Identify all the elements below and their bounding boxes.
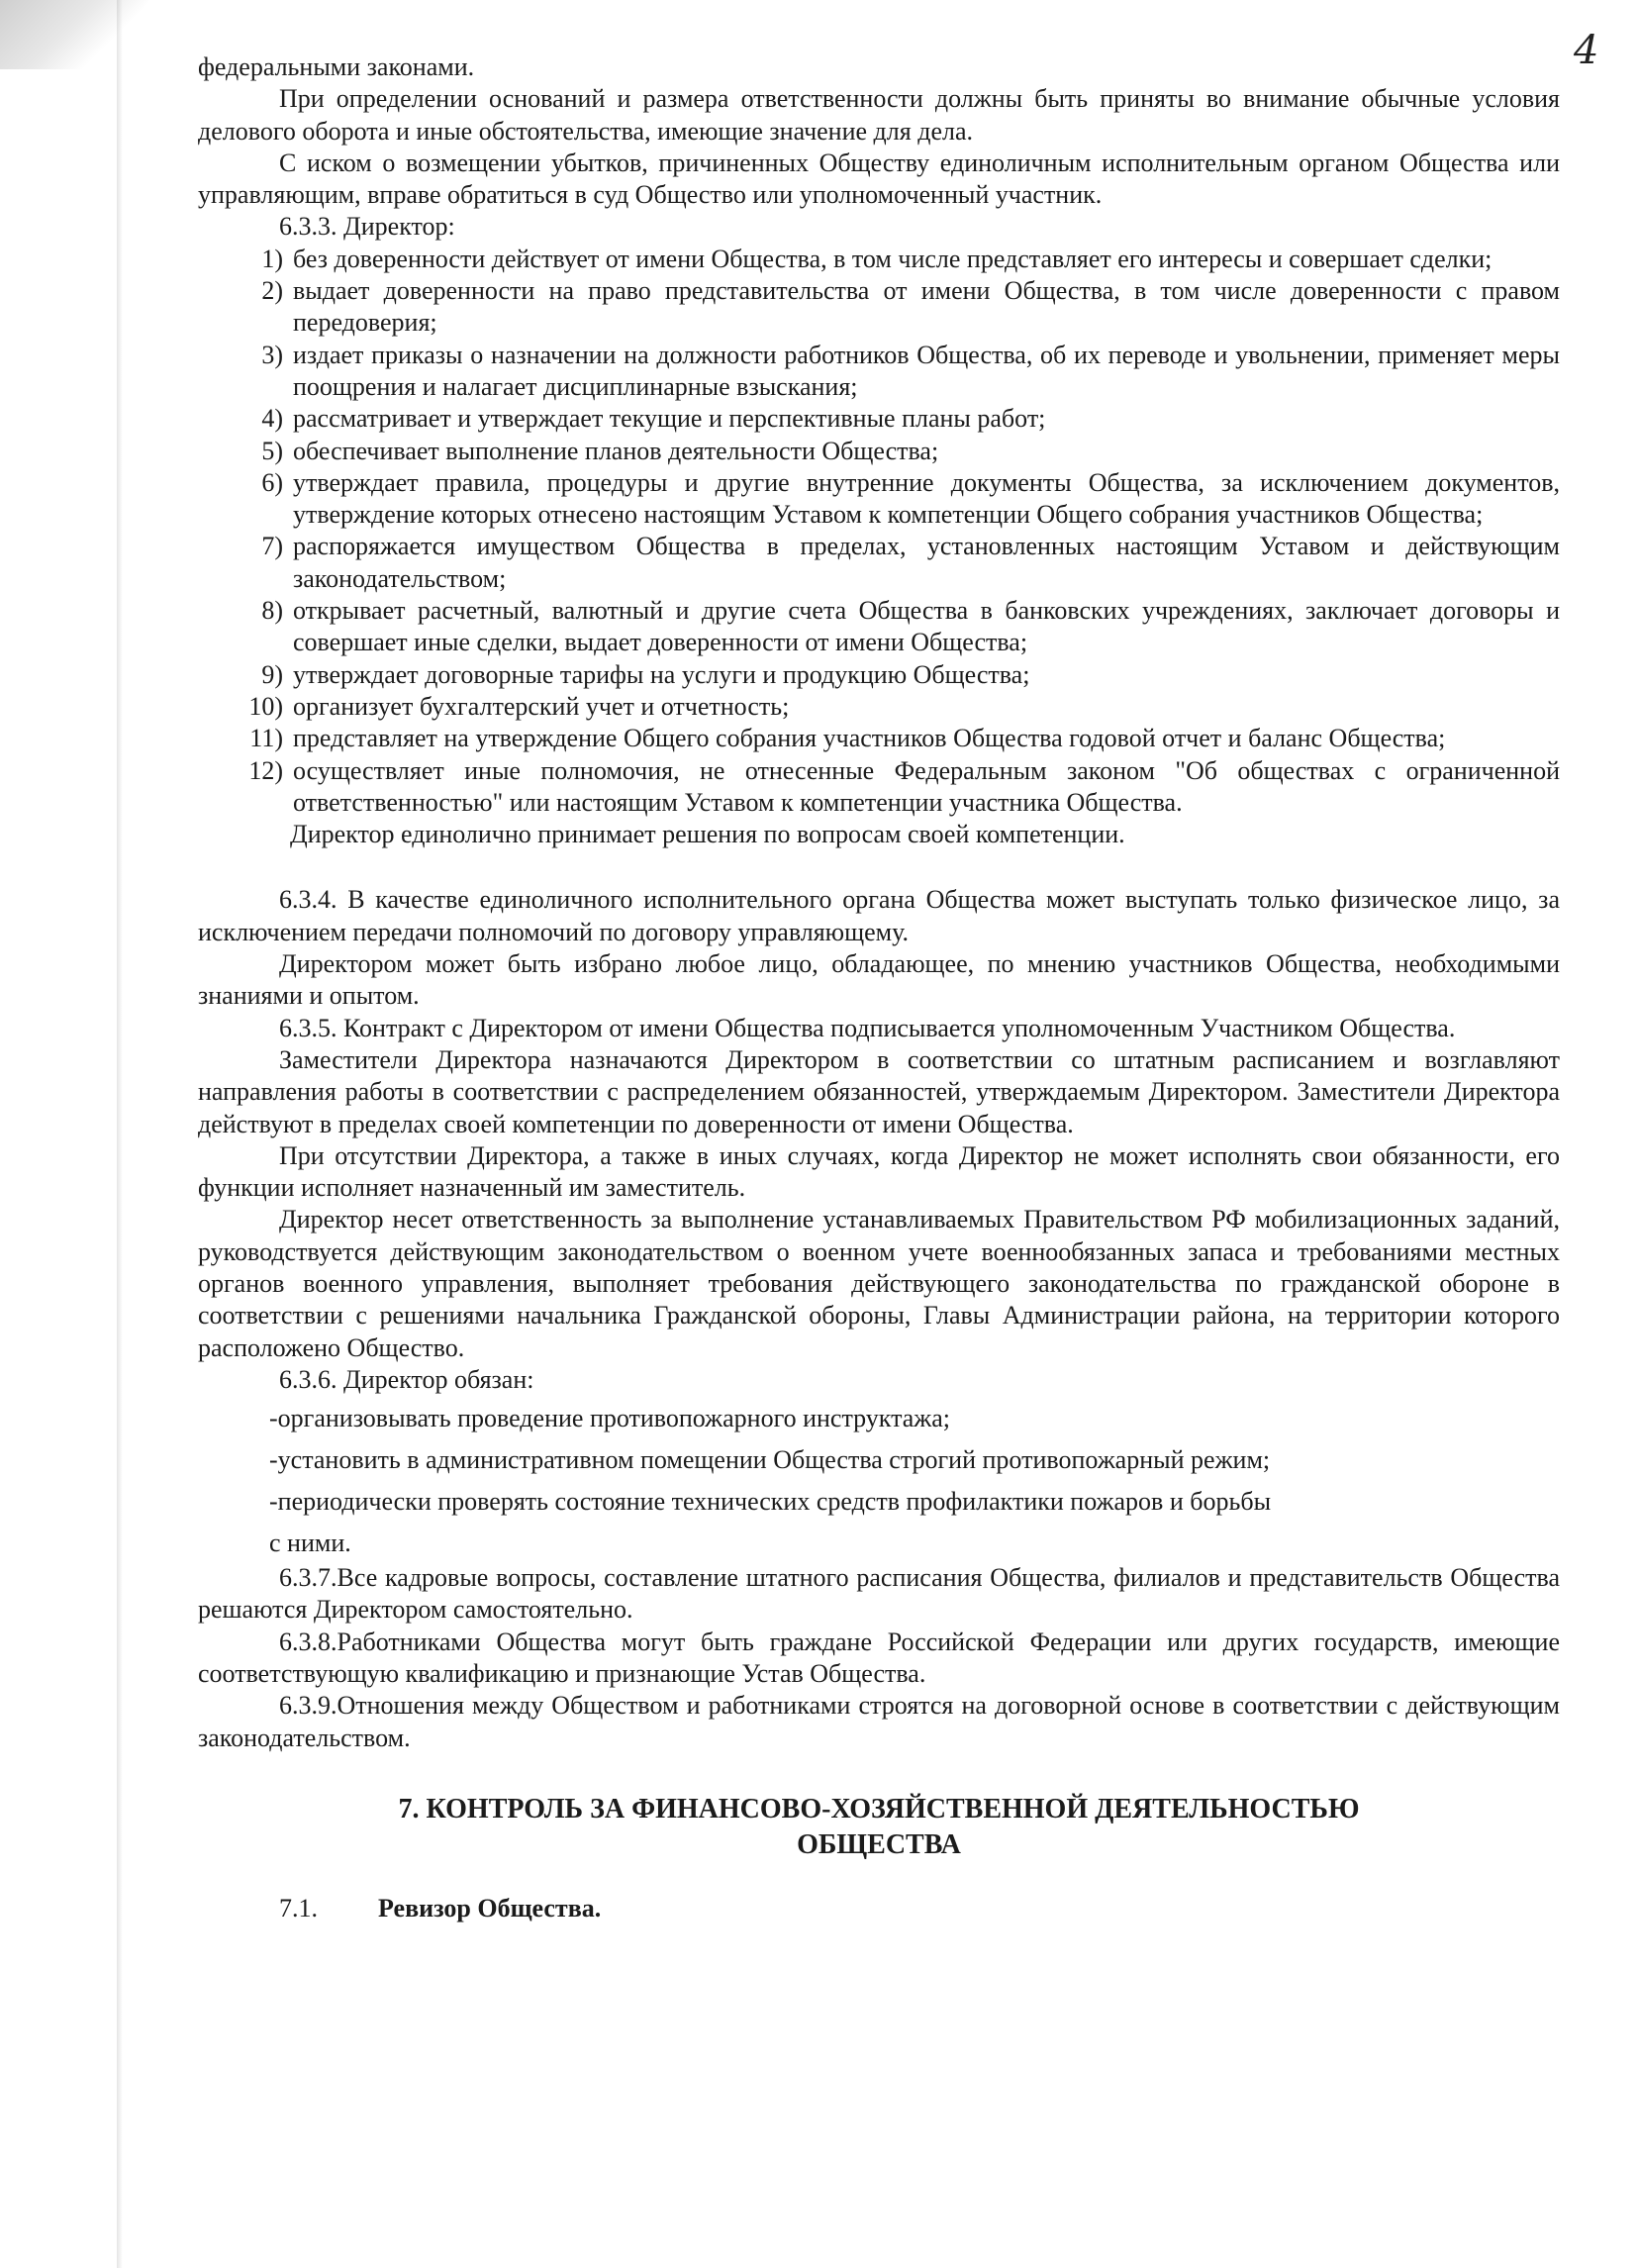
- list-item-number: 11): [249, 724, 283, 753]
- list-item-text: без доверенности действует от имени Общества, в том числе представляет его интересы и совершает сделки;: [293, 244, 1493, 273]
- clause-heading-6-3-6: 6.3.6. Директор обязан:: [279, 1364, 534, 1394]
- list-item-text: представляет на утверждение Общего собрания участников Общества годовой отчет и баланс Общества;: [293, 724, 1446, 753]
- list-item-number: 4): [261, 404, 283, 434]
- list-item: [198, 659, 1560, 691]
- list-item-text: организует бухгалтерский учет и отчетность;: [293, 691, 790, 721]
- paragraph: Директором может быть избрано любое лицо, обладающее, по мнению участников Общества, необходимыми знаниями и опытом.: [198, 949, 1560, 1011]
- clause-6-3-8: 6.3.8.Работниками Общества могут быть граждане Российской Федерации или других государств, имеющие соответствующую квалификацию и признающие Устав Общества.: [198, 1627, 1560, 1689]
- list-item: [198, 275, 1560, 340]
- list-item: [198, 531, 1560, 595]
- paragraph: федеральными законами.: [198, 52, 475, 81]
- duty-item: -периодически проверять состояние технических средств профилактики пожаров и борьбы: [269, 1487, 1272, 1517]
- list-item-number: 10): [248, 691, 283, 721]
- section-title-line2: ОБЩЕСТВА: [797, 1828, 961, 1860]
- duty-item: -установить в административном помещении Общества строгий противопожарный режим;: [269, 1445, 1271, 1475]
- list-item-number: 6): [261, 467, 283, 497]
- list-item: [198, 755, 1560, 820]
- paragraph: С иском о возмещении убытков, причиненных Обществу единоличным исполнительным органом Общества или управляющим, вправе обратиться в суд Общество или уполномоченный участник.: [198, 148, 1560, 210]
- list-item: [198, 723, 1560, 754]
- list-item: [198, 340, 1560, 404]
- list-item: [198, 403, 1560, 435]
- section-title: [198, 1792, 1560, 1863]
- subsection-title: Ревизор Общества.: [378, 1893, 602, 1923]
- list-item-number: 2): [261, 276, 283, 306]
- duty-item-continuation: с ними.: [269, 1528, 351, 1558]
- paragraph: Директор единолично принимает решения по вопросам своей компетенции.: [290, 820, 1125, 849]
- list-item-text: обеспечивает выполнение планов деятельности Общества;: [293, 436, 939, 465]
- subsection-heading: [198, 1893, 1560, 1924]
- clause-heading-6-3-3: 6.3.3. Директор:: [279, 212, 455, 242]
- paragraph: При определении оснований и размера ответственности должны быть приняты во внимание обычные условия делового оборота и иные обстоятельства, имеющие значение для дела.: [198, 84, 1560, 146]
- list-item-text: выдает доверенности на право представительства от имени Общества, в том числе доверенности с правом передоверия;: [293, 276, 1560, 338]
- page-fold-shadow: [0, 0, 148, 69]
- duty-item: -организовывать проведение противопожарного инструктажа;: [269, 1404, 951, 1433]
- list-item-text: издает приказы о назначении на должности работников Общества, об их переводе и увольнении, применяет меры поощрения и налагает дисциплинарные взыскания;: [293, 340, 1560, 401]
- list-item-number: 8): [261, 596, 283, 626]
- list-item-number: 1): [261, 244, 283, 273]
- list-item-text: осуществляет иные полномочия, не отнесенные Федеральным законом "Об обществах с ограниченной ответственностью" или настоящим Уставом к компетенции участника Общества.: [293, 755, 1560, 817]
- page-number: 4: [1574, 28, 1599, 73]
- clause-6-3-4: 6.3.4. В качестве единоличного исполнительного органа Общества может выступать только физическое лицо, за исключением передачи полномочий по договору управляющему.: [198, 885, 1560, 946]
- clause-6-3-5: 6.3.5. Контракт с Директором от имени Общества подписывается уполномоченным Участником Общества.: [279, 1013, 1456, 1042]
- list-item-text: распоряжается имуществом Общества в пределах, установленных настоящим Уставом и действующим законодательством;: [293, 532, 1560, 593]
- list-item-number: 5): [261, 436, 283, 465]
- document-body: [198, 51, 1560, 1924]
- paragraph: При отсутствии Директора, а также в иных случаях, когда Директор не может исполнять свои обязанности, его функции исполняет назначенный им заместитель.: [198, 1140, 1560, 1203]
- binding-edge-shadow: [117, 0, 123, 2268]
- list-item: [198, 467, 1560, 532]
- list-item-number: 9): [261, 659, 283, 689]
- director-powers-list: [198, 244, 1560, 819]
- paragraph: Заместители Директора назначаются Директором в соответствии со штатным расписанием и возглавляют направления работы в соответствии с распределением обязанностей, утверждаемым Директором. Заместители Директора действуют в пределах своей компетенции по доверенности от имени Общества.: [198, 1044, 1560, 1138]
- list-item-text: открывает расчетный, валютный и другие счета Общества в банковских учреждениях, заключает договоры и совершает иные сделки, выдает доверенности от имени Общества;: [293, 596, 1560, 657]
- list-item: [198, 436, 1560, 467]
- list-item-text: утверждает правила, процедуры и другие внутренние документы Общества, за исключением документов, утверждение которых отнесено настоящим Уставом к компетенции Общего собрания участников Общества;: [293, 467, 1560, 530]
- section-title-line1: 7. КОНТРОЛЬ ЗА ФИНАНСОВО-ХОЗЯЙСТВЕННОЙ ДЕЯТЕЛЬНОСТЬЮ: [398, 1793, 1360, 1824]
- list-item: [198, 595, 1560, 659]
- list-item-text: рассматривает и утверждает текущие и перспективные планы работ;: [293, 404, 1046, 434]
- list-item: [198, 691, 1560, 723]
- paragraph: Директор несет ответственность за выполнение устанавливаемых Правительством РФ мобилизационных заданий, руководствуется действующим законодательством о военном учете военнообязанных запаса и требованиями местных органов военного управления, выполняет требования действующего законодательства по гражданской обороне в соответствии с решениями начальника Гражданской обороны, Главы Администрации района, на территории которого расположено Общество.: [198, 1205, 1560, 1362]
- list-item: [198, 244, 1560, 275]
- subsection-number: 7.1.: [279, 1893, 318, 1923]
- list-item-number: 7): [261, 532, 283, 561]
- clause-6-3-7: 6.3.7.Все кадровые вопросы, составление штатного расписания Общества, филиалов и представительств Общества решаются Директором самостоятельно.: [198, 1563, 1560, 1625]
- list-item-text: утверждает договорные тарифы на услуги и продукцию Общества;: [293, 659, 1030, 689]
- list-item-number: 12): [248, 755, 283, 785]
- clause-6-3-9: 6.3.9.Отношения между Обществом и работниками строятся на договорной основе в соответствии с действующим законодательством.: [198, 1691, 1560, 1752]
- spacer: [198, 850, 1560, 884]
- list-item-number: 3): [261, 340, 283, 369]
